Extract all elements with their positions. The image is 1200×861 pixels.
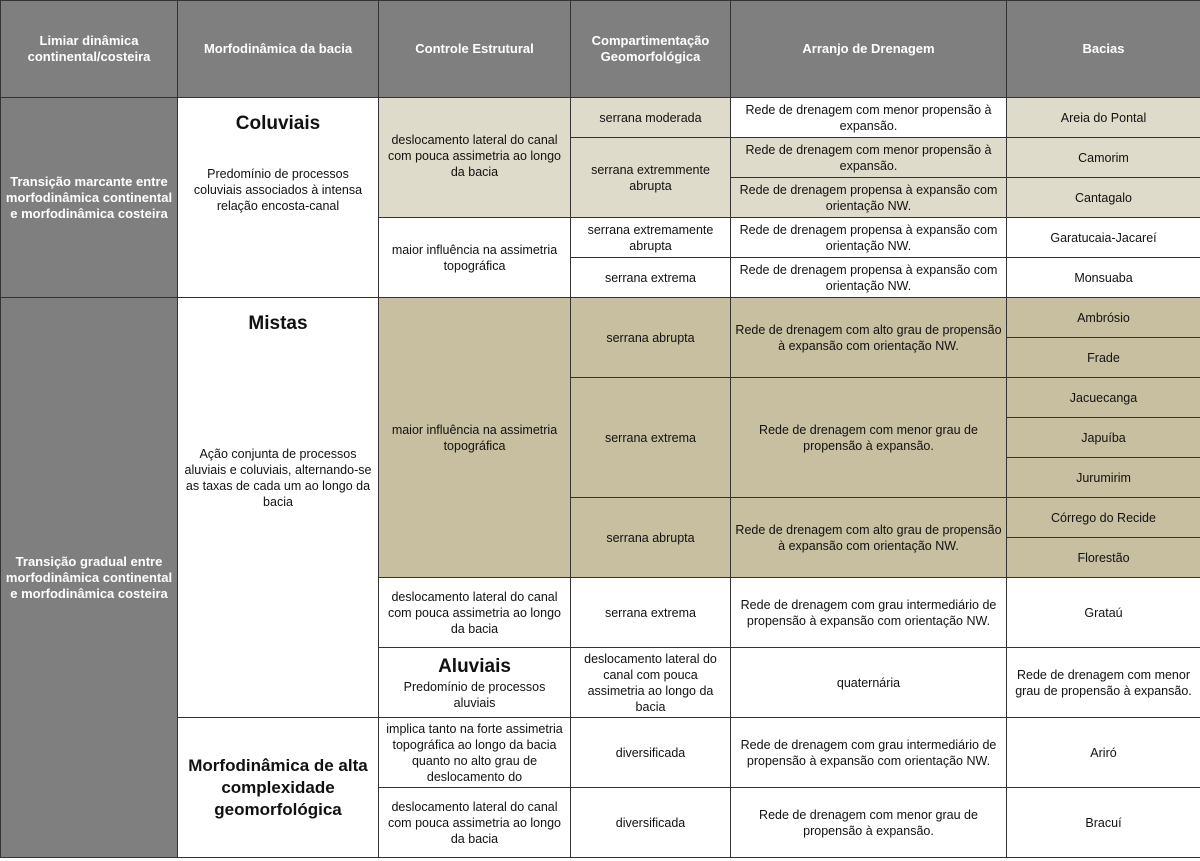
morfo-coluviais-cell — [178, 98, 379, 298]
header-row — [1, 1, 1200, 98]
compart-serrana-moderada: serrana moderada — [571, 98, 731, 138]
bacia-areia-do-pontal: Areia do Pontal — [1007, 98, 1200, 138]
arranjo-menor-grau-2: Rede de drenagem com menor grau de propensão à expansão. — [1007, 648, 1200, 718]
limiar-gradual: Transição gradual entre morfodinâmica continental e morfodinâmica costeira — [1, 298, 178, 858]
arranjo-alto-grau-nw-1: Rede de drenagem com alto grau de propensão à expansão com orientação NW. — [731, 298, 1007, 378]
header-morfodinamica: Morfodinâmica da bacia — [178, 1, 379, 98]
header-arranjo-drenagem: Arranjo de Drenagem — [731, 1, 1007, 98]
bacia-frade: Frade — [1007, 338, 1200, 378]
arranjo-intermediario-nw-1: Rede de drenagem com grau intermediário de propensão à expansão com orientação NW. — [731, 578, 1007, 648]
compart-diversificada-1: diversificada — [571, 718, 731, 788]
compart-serrana-extrema-1: serrana extrema — [571, 258, 731, 298]
bacia-florestao: Florestão — [1007, 538, 1200, 578]
controle-deslocamento-4: deslocamento lateral do canal com pouca assimetria ao longo da bacia — [379, 788, 571, 858]
arranjo-alto-grau-nw-2: Rede de drenagem com alto grau de propensão à expansão com orientação NW. — [731, 498, 1007, 578]
morfo-coluviais-desc: Predomínio de processos coluviais associados à intensa relação encosta-canal — [193, 167, 363, 213]
header-limiar: Limiar dinâmica continental/costeira — [1, 1, 178, 98]
bacia-jacuecanga: Jacuecanga — [1007, 378, 1200, 418]
arranjo-menor-grau-1: Rede de drenagem com menor grau de propensão à expansão. — [731, 378, 1007, 498]
bacia-ariro: Ariró — [1007, 718, 1200, 788]
arranjo-propensa-nw-3: Rede de drenagem propensa à expansão com orientação NW. — [731, 258, 1007, 298]
morfo-alta-complexidade-title: Morfodinâmica de alta complexidade geomorfológica — [188, 755, 368, 819]
morfo-aluviais-title: Aluviais — [438, 655, 511, 677]
compart-diversificada-2: diversificada — [571, 788, 731, 858]
bacia-cantagalo: Cantagalo — [1007, 178, 1200, 218]
morfo-mistas-desc: Ação conjunta de processos aluviais e coluviais, alternando-se as taxas de cada um ao longo da bacia — [184, 447, 372, 509]
arranjo-menor-propensao-1: Rede de drenagem com menor propensão à expansão. — [731, 98, 1007, 138]
arranjo-intermediario-nw-2: Rede de drenagem com grau intermediário de propensão à expansão com orientação NW. — [731, 718, 1007, 788]
compart-serrana-extremamente-abrupta: serrana extremamente abrupta — [571, 218, 731, 258]
compart-serrana-extremmente-abrupta: serrana extremmente abrupta — [571, 138, 731, 218]
arranjo-menor-propensao-2: Rede de drenagem com menor propensão à expansão. — [731, 138, 1007, 178]
controle-implica: implica tanto na forte assimetria topográfica ao longo da bacia quanto no alto grau de deslocamento do — [379, 718, 571, 788]
bacia-monsuaba: Monsuaba — [1007, 258, 1200, 298]
controle-deslocamento-1: deslocamento lateral do canal com pouca assimetria ao longo da bacia — [379, 98, 571, 218]
header-controle-estrutural: Controle Estrutural — [379, 1, 571, 98]
bacia-jurumirim: Jurumirim — [1007, 458, 1200, 498]
table-row — [1, 298, 1200, 338]
bacia-bracui: Bracuí — [1007, 788, 1200, 858]
arranjo-menor-grau-3: Rede de drenagem com menor grau de propensão à expansão. — [731, 788, 1007, 858]
compart-serrana-extrema-2: serrana extrema — [571, 378, 731, 498]
table-row — [1, 98, 1200, 138]
morfo-coluviais-title: Coluviais — [235, 113, 321, 134]
controle-maior-influencia-1: maior influência na assimetria topográfica — [379, 218, 571, 298]
arranjo-propensa-nw-1: Rede de drenagem propensa à expansão com orientação NW. — [731, 178, 1007, 218]
bacia-japuiba: Japuíba — [1007, 418, 1200, 458]
table-row — [1, 718, 1200, 788]
controle-deslocamento-2: deslocamento lateral do canal com pouca assimetria ao longo da bacia — [379, 578, 571, 648]
bacia-camorim: Camorim — [1007, 138, 1200, 178]
header-compartimentacao: Compartimentação Geomorfológica — [571, 1, 731, 98]
bacia-ambrosio: Ambrósio — [1007, 298, 1200, 338]
compart-serrana-extrema-3: serrana extrema — [571, 578, 731, 648]
compart-serrana-abrupta-1: serrana abrupta — [571, 298, 731, 378]
morfo-mistas-cell — [178, 298, 379, 718]
compart-serrana-abrupta-2: serrana abrupta — [571, 498, 731, 578]
bacia-corrego-do-recide: Córrego do Recide — [1007, 498, 1200, 538]
morfo-aluviais-cell — [379, 648, 571, 718]
morfo-alta-complexidade-cell — [178, 718, 379, 858]
bacia-gratau: Grataú — [1007, 578, 1200, 648]
header-bacias: Bacias — [1007, 1, 1200, 98]
morfo-mistas-title: Mistas — [248, 313, 308, 334]
bacia-garatucaia-jacarei: Garatucaia-Jacareí — [1007, 218, 1200, 258]
compart-quaternaria: quaternária — [731, 648, 1007, 718]
morfo-aluviais-desc: Predomínio de processos aluviais — [403, 679, 546, 710]
limiar-marcante: Transição marcante entre morfodinâmica continental e morfodinâmica costeira — [1, 98, 178, 298]
arranjo-propensa-nw-2: Rede de drenagem propensa à expansão com orientação NW. — [731, 218, 1007, 258]
controle-deslocamento-3: deslocamento lateral do canal com pouca assimetria ao longo da bacia — [571, 648, 731, 718]
controle-maior-influencia-2: maior influência na assimetria topográfica — [379, 298, 571, 578]
